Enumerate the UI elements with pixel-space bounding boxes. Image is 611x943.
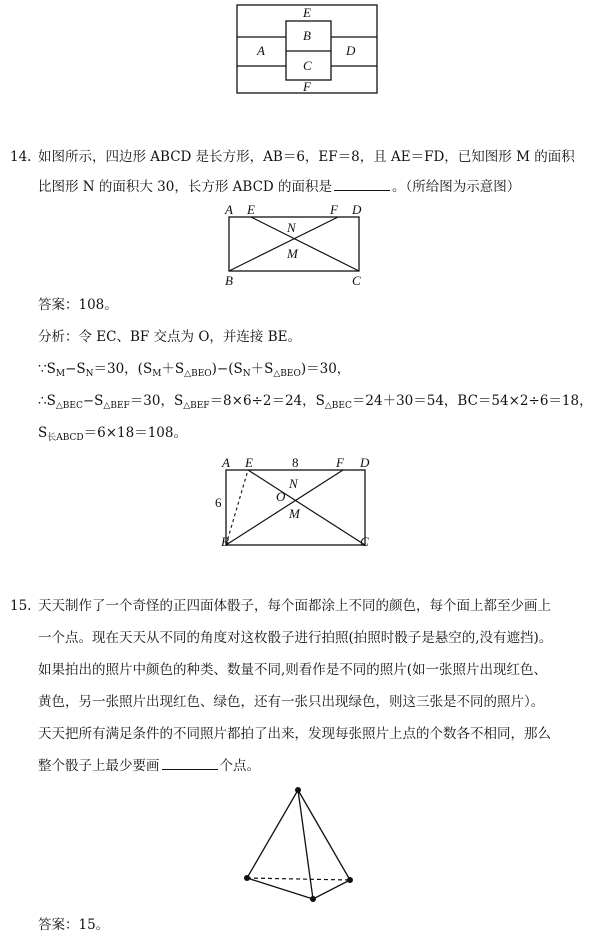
label-D: D: [352, 202, 362, 217]
label-F: F: [330, 202, 338, 217]
edge-apex-front: [298, 790, 313, 899]
edge-apex-right: [298, 790, 350, 880]
label-6: 6: [215, 495, 222, 510]
label-B: B: [225, 273, 233, 288]
label-E: E: [245, 455, 253, 470]
q14-equation-2: $\therefore S_{\triangle BEC}-S_{\triangle BEF}=30$，$S_{\triangle BEF}=8\times 6\div 2=24$，$S_{\triangle BEC}=24+30=54$，BC＝54×2÷6＝18，: [38, 393, 593, 411]
segment-EC: [251, 217, 359, 271]
label-N: N: [289, 476, 298, 491]
q14-line2: [38, 178, 520, 196]
q15-line1: 天天制作了一个奇怪的正四面体骰子，每个面都涂上不同的颜色，每个面上都至少画上: [38, 598, 551, 614]
label-D: D: [360, 455, 370, 470]
segment-FB: [226, 470, 343, 545]
q14-figure-2: [0, 455, 611, 555]
vertex-left: [244, 875, 250, 881]
label-C: C: [360, 534, 369, 549]
label-C: C: [352, 273, 361, 288]
q15-line3: 如果拍出的照片中颜色的种类、数量不同,则看作是不同的照片(如一张照片出现红色、: [38, 662, 548, 678]
label-D: D: [346, 43, 356, 58]
vertex-front: [310, 896, 316, 902]
q14-equation-1: $\because S_M-S_N=30$，$(S_M+S_{\triangle BEO})-(S_N+S_{\triangle BEO})=30$，: [38, 361, 351, 379]
q14-number: 14.: [10, 149, 32, 165]
q14-answer: 答案：108。: [38, 297, 118, 313]
q14-answer-blank: [334, 178, 390, 191]
q15-line4: 黄色，另一张照片出现红色、绿色，还有一张只出现绿色，则这三张是不同的照片）。: [38, 694, 545, 710]
label-M: M: [287, 246, 298, 261]
label-A: A: [222, 455, 230, 470]
segment-EC: [248, 470, 365, 545]
label-B: B: [221, 534, 229, 549]
q15-answer: 答案：15。: [38, 917, 110, 933]
figure-top-rectangles: [0, 0, 611, 100]
label-F: F: [303, 79, 311, 94]
q15-line2: 一个点。现在天天从不同的角度对这枚骰子进行拍照(拍照时骰子是悬空的,没有遮挡)。: [38, 630, 553, 646]
q15-tetrahedron-figure: [0, 780, 611, 920]
label-8: 8: [292, 455, 299, 470]
segment-BE-dashed: [226, 470, 248, 545]
edge-apex-left: [247, 790, 298, 878]
edge-left-front: [247, 878, 313, 899]
q15-answer-blank: [162, 757, 218, 770]
q14-analysis: 分析：令 EC、BF 交点为 O，并连接 BE。: [38, 329, 301, 345]
q15-number: 15.: [10, 598, 32, 614]
segment-FB: [229, 217, 338, 271]
q14-figure-1: [0, 200, 611, 300]
label-C: C: [303, 58, 312, 73]
label-A: A: [225, 202, 233, 217]
label-E: E: [247, 202, 255, 217]
q14-line2-text: 比图形 N 的面积大 30，长方形 ABCD 的面积是: [38, 179, 333, 195]
q14-line2-tail: 。（所给图为示意图）: [392, 179, 521, 195]
edge-left-right-hidden: [247, 878, 350, 880]
label-N: N: [287, 220, 296, 235]
label-M: M: [289, 506, 300, 521]
edge-front-right: [313, 880, 350, 899]
q15-line6-text: 整个骰子上最少要画: [38, 758, 160, 774]
label-F: F: [336, 455, 344, 470]
q15-line5: 天天把所有满足条件的不同照片都拍了出来，发现每张照片上点的个数各不相同，那么: [38, 726, 551, 742]
label-E: E: [303, 5, 311, 20]
q15-line6-tail: 个点。: [219, 758, 260, 774]
vertex-right: [347, 877, 353, 883]
vertex-apex: [295, 787, 301, 793]
q14-line1: 如图所示，四边形 ABCD 是长方形，AB＝6，EF＝8，且 AE＝FD，已知图形 M 的面积: [38, 149, 575, 165]
q15-line6: [38, 757, 260, 775]
label-B: B: [303, 28, 311, 43]
label-O: O: [276, 489, 286, 504]
label-A: A: [257, 43, 265, 58]
q14-equation-3: $S_{长ABCD}=6\times 18=108$。: [38, 425, 187, 443]
